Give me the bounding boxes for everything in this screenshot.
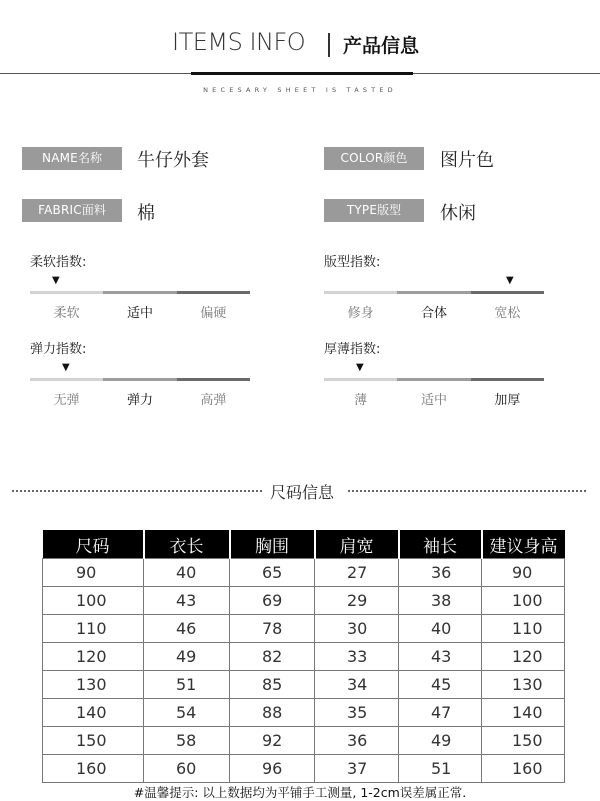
table-cell	[144, 559, 230, 587]
softness-option: 适中	[126, 306, 153, 321]
thickness-option: 薄	[354, 393, 368, 408]
elasticity-option: 无弹	[53, 393, 80, 408]
table-cell	[43, 587, 144, 615]
color-tag-zh: 颜色	[383, 151, 408, 165]
size-table-header: 建议身高	[482, 530, 565, 559]
table-cell-value: 54	[176, 703, 197, 722]
measurement-note: #温馨提示: 以上数据均为平铺手工测量, 1-2cm误差属正常.	[133, 785, 467, 800]
table-cell	[144, 615, 230, 643]
thickness-arrow-icon: ▼	[356, 362, 364, 373]
table-cell-value: 49	[431, 731, 452, 750]
table-cell-value: 130	[512, 675, 543, 694]
table-cell-value: 88	[262, 703, 283, 722]
table-cell	[315, 755, 399, 783]
table-row	[43, 671, 565, 699]
fit-arrow-icon: ▼	[506, 275, 514, 286]
table-cell	[43, 671, 144, 699]
table-cell	[399, 699, 482, 727]
elasticity-index-title: 弹力指数:	[30, 342, 87, 357]
table-cell	[399, 755, 482, 783]
table-cell-value: 160	[76, 759, 107, 778]
thickness-labels	[324, 389, 544, 408]
elasticity-index	[30, 338, 250, 408]
table-cell	[230, 559, 315, 587]
name-tag-en: NAME	[42, 151, 78, 165]
table-cell-value: 100	[512, 591, 543, 610]
table-cell	[399, 587, 482, 615]
type-tag-en: TYPE	[346, 203, 378, 217]
table-cell	[43, 643, 144, 671]
table-cell-value: 37	[347, 759, 368, 778]
table-cell-value: 85	[262, 675, 283, 694]
thickness-option: 适中	[420, 393, 447, 408]
thickness-scale	[324, 378, 544, 381]
scale-segment	[471, 291, 544, 294]
fit-labels	[324, 302, 544, 321]
table-row	[43, 615, 565, 643]
size-table-header: 衣长	[144, 530, 230, 559]
elasticity-arrow-icon: ▼	[62, 362, 70, 373]
scale-segment	[30, 378, 103, 381]
table-cell	[399, 559, 482, 587]
thickness-index	[324, 338, 544, 408]
table-cell-value: 29	[347, 591, 368, 610]
table-cell-value: 51	[431, 759, 452, 778]
table-cell-value: 43	[431, 647, 452, 666]
table-cell	[315, 727, 399, 755]
table-cell-value: 40	[176, 563, 197, 582]
table-cell	[482, 699, 565, 727]
size-table-header: 胸围	[230, 530, 315, 559]
name-tag-zh: 名称	[77, 151, 102, 165]
table-cell	[144, 643, 230, 671]
scale-segment	[324, 291, 397, 294]
table-cell-value: 43	[176, 591, 197, 610]
table-cell	[482, 643, 565, 671]
table-cell-value: 120	[512, 647, 543, 666]
table-cell	[315, 643, 399, 671]
table-cell-value: 60	[176, 759, 197, 778]
table-cell	[144, 671, 230, 699]
table-cell	[230, 727, 315, 755]
table-cell	[482, 587, 565, 615]
table-cell-value: 140	[76, 703, 107, 722]
table-cell-value: 150	[512, 731, 543, 750]
table-cell	[43, 559, 144, 587]
elasticity-option: 高弹	[200, 393, 227, 408]
type-tag	[324, 199, 424, 222]
name-value: 牛仔外套	[137, 150, 209, 171]
table-cell	[230, 615, 315, 643]
table-row	[43, 699, 565, 727]
table-row	[43, 587, 565, 615]
header-underline	[191, 72, 413, 75]
size-table-header: 肩宽	[315, 530, 399, 559]
table-cell	[230, 699, 315, 727]
table-row	[43, 727, 565, 755]
table-cell	[144, 587, 230, 615]
table-cell-value: 46	[176, 619, 197, 638]
table-cell-value: 69	[262, 591, 283, 610]
softness-arrow-icon: ▼	[52, 275, 60, 286]
table-cell-value: 140	[512, 703, 543, 722]
table-cell-value: 38	[431, 591, 452, 610]
header-subtitle: NECESARY SHEET IS TASTED	[203, 86, 397, 94]
fabric-tag-en: FABRIC	[38, 203, 82, 217]
table-cell-value: 58	[176, 731, 197, 750]
header-title-zh: 产品信息	[343, 35, 420, 57]
table-cell-value: 78	[262, 619, 283, 638]
table-cell	[315, 615, 399, 643]
table-cell	[315, 699, 399, 727]
table-cell	[230, 643, 315, 671]
header-title-en: ITEMS INFO	[172, 28, 306, 56]
thickness-option: 加厚	[494, 393, 521, 408]
table-cell-value: 36	[431, 563, 452, 582]
table-cell-value: 30	[347, 619, 368, 638]
table-cell-value: 130	[76, 675, 107, 694]
table-cell-value: 34	[347, 675, 368, 694]
size-table-header: 袖长	[399, 530, 482, 559]
table-cell	[315, 559, 399, 587]
softness-labels	[30, 302, 250, 321]
table-cell	[230, 755, 315, 783]
color-tag	[324, 147, 424, 170]
scale-segment	[103, 378, 176, 381]
color-tag-en: COLOR	[340, 151, 384, 165]
elasticity-option: 弹力	[126, 393, 153, 408]
name-tag	[22, 147, 122, 170]
size-section-title: 尺码信息	[270, 483, 335, 502]
color-value: 图片色	[440, 150, 494, 171]
table-cell-value: 45	[431, 675, 452, 694]
softness-index-title: 柔软指数:	[30, 255, 87, 270]
fit-option: 合体	[420, 306, 447, 321]
scale-segment	[397, 378, 470, 381]
size-table	[42, 530, 565, 783]
table-cell-value: 47	[431, 703, 452, 722]
type-tag-zh: 版型	[377, 203, 402, 217]
scale-segment	[471, 378, 544, 381]
table-cell	[43, 699, 144, 727]
table-cell	[482, 559, 565, 587]
table-row	[43, 755, 565, 783]
table-cell	[315, 587, 399, 615]
table-cell	[482, 755, 565, 783]
table-row	[43, 643, 565, 671]
table-cell-value: 92	[262, 731, 283, 750]
softness-option: 柔软	[53, 306, 80, 321]
scale-segment	[177, 291, 250, 294]
fabric-value: 棉	[137, 203, 155, 224]
fit-index-title: 版型指数:	[324, 255, 381, 270]
table-cell	[43, 755, 144, 783]
size-table-header-row	[43, 530, 565, 559]
table-cell	[144, 699, 230, 727]
table-cell	[399, 643, 482, 671]
type-value: 休闲	[440, 203, 476, 224]
table-cell	[144, 755, 230, 783]
table-cell	[43, 727, 144, 755]
table-cell	[399, 727, 482, 755]
table-cell-value: 120	[76, 647, 107, 666]
table-cell-value: 90	[512, 563, 533, 582]
size-table-body	[43, 559, 565, 783]
size-table-header: 尺码	[43, 530, 144, 559]
table-cell	[230, 587, 315, 615]
table-cell	[144, 727, 230, 755]
table-cell-value: 160	[512, 759, 543, 778]
fabric-tag-zh: 面料	[81, 203, 106, 217]
table-cell-value: 35	[347, 703, 368, 722]
table-cell-value: 36	[347, 731, 368, 750]
fabric-tag	[22, 199, 122, 222]
thickness-index-title: 厚薄指数:	[324, 342, 381, 357]
elasticity-scale	[30, 378, 250, 381]
fit-option: 修身	[347, 306, 374, 321]
scale-segment	[103, 291, 176, 294]
scale-segment	[30, 291, 103, 294]
softness-scale	[30, 291, 250, 294]
table-cell-value: 49	[176, 647, 197, 666]
table-cell	[230, 671, 315, 699]
table-cell	[482, 727, 565, 755]
table-cell-value: 110	[76, 619, 107, 638]
fit-scale	[324, 291, 544, 294]
header-divider	[328, 33, 330, 57]
softness-index	[30, 251, 250, 321]
table-cell-value: 90	[76, 563, 97, 582]
table-cell-value: 27	[347, 563, 368, 582]
scale-segment	[324, 378, 397, 381]
table-cell	[43, 615, 144, 643]
fit-index	[324, 251, 544, 321]
table-cell-value: 51	[176, 675, 197, 694]
table-cell-value: 33	[347, 647, 368, 666]
size-title-rule-right	[348, 490, 586, 492]
scale-segment	[397, 291, 470, 294]
table-cell	[399, 671, 482, 699]
table-cell-value: 110	[512, 619, 543, 638]
size-title-rule-left	[12, 490, 262, 492]
table-cell	[482, 671, 565, 699]
table-cell	[482, 615, 565, 643]
fit-option: 宽松	[494, 306, 521, 321]
elasticity-labels	[30, 389, 250, 408]
table-cell	[315, 671, 399, 699]
table-cell-value: 96	[262, 759, 283, 778]
softness-option: 偏硬	[200, 306, 227, 321]
table-cell-value: 82	[262, 647, 283, 666]
table-cell-value: 65	[262, 563, 283, 582]
table-cell	[399, 615, 482, 643]
table-cell-value: 150	[76, 731, 107, 750]
scale-segment	[177, 378, 250, 381]
table-cell-value: 100	[76, 591, 107, 610]
table-cell-value: 40	[431, 619, 452, 638]
table-row	[43, 559, 565, 587]
